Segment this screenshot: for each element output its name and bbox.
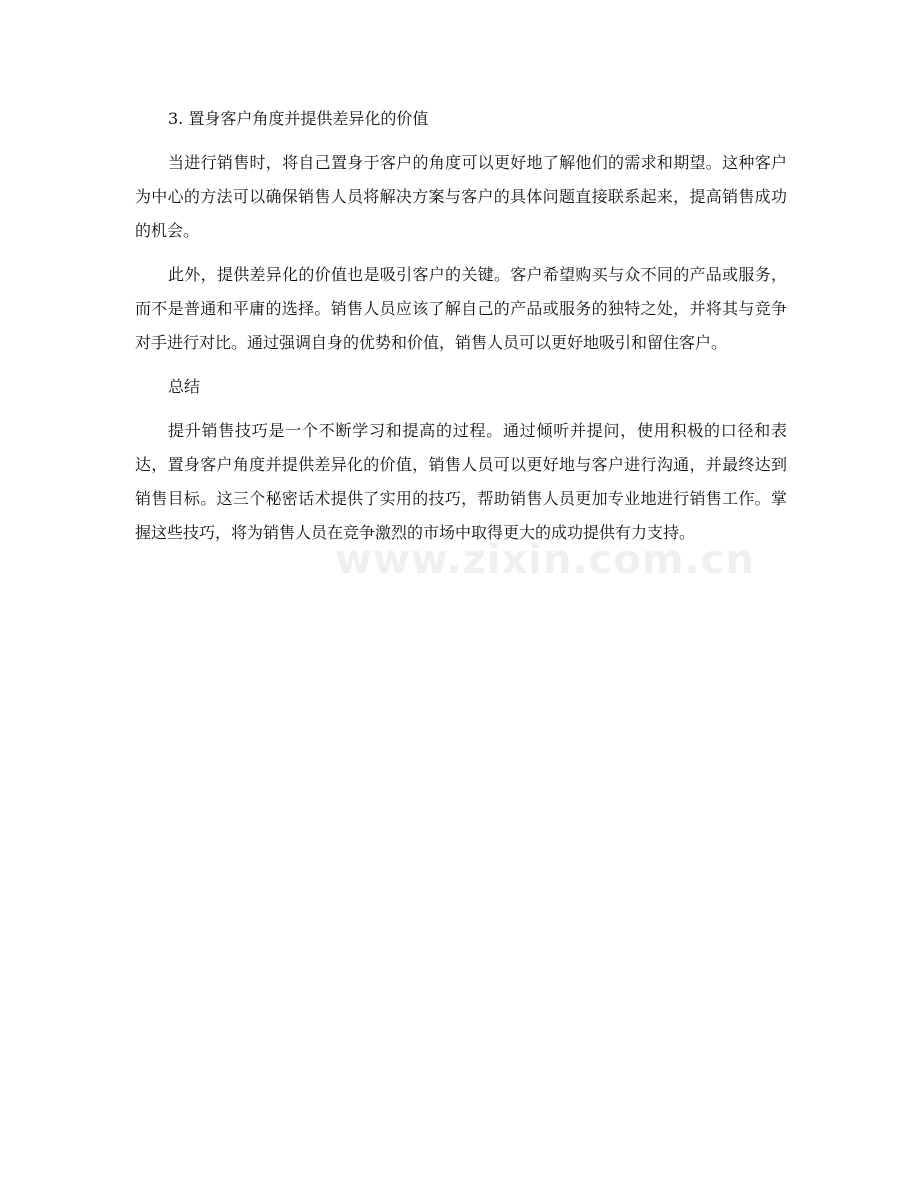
summary-heading: 总结 xyxy=(168,377,201,396)
summary-paragraph: 提升销售技巧是一个不断学习和提高的过程。通过倾听并提问，使用积极的口径和表达，置身客户角度并提供差异化的价值，销售人员可以更好地与客户进行沟通，并最终达到销售目标。这三个秘密话术提供了实用的技巧，帮助销售人员更加专业地进行销售工作。掌握这些技巧，将为销售人员在竞争激烈的市场中取得更大的成功提供有力支持。 xyxy=(135,421,787,542)
document-body xyxy=(135,102,787,550)
section-heading: 3. 置身客户角度并提供差异化的价值 xyxy=(168,109,429,128)
paragraph: 此外，提供差异化的价值也是吸引客户的关键。客户希望购买与众不同的产品或服务，而不是普通和平庸的选择。销售人员应该了解自己的产品或服务的独特之处，并将其与竞争对手进行对比。通过强调自身的优势和价值，销售人员可以更好地吸引和留住客户。 xyxy=(135,265,787,352)
watermark: www.zixin.com.cn xyxy=(335,537,755,583)
paragraph: 当进行销售时，将自己置身于客户的角度可以更好地了解他们的需求和期望。这种客户为中心的方法可以确保销售人员将解决方案与客户的具体问题直接联系起来，提高销售成功的机会。 xyxy=(135,153,787,240)
